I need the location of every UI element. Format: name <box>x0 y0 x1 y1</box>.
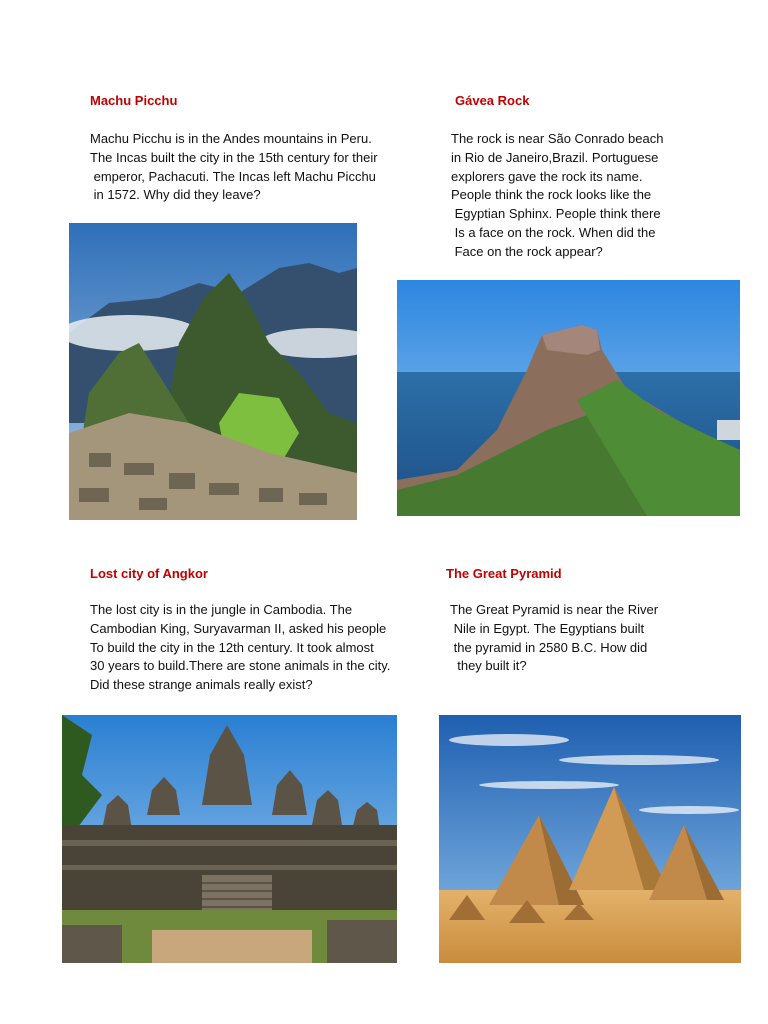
angkor-title: Lost city of Angkor <box>90 566 208 581</box>
text-line: the pyramid in 2580 B.C. How did <box>450 639 648 655</box>
angkor-photo <box>62 715 397 963</box>
text-line: The Incas built the city in the 15th century for their <box>90 149 378 165</box>
text-line: The Great Pyramid is near the River <box>450 602 659 617</box>
machu-picchu-text <box>90 130 378 205</box>
text-line: To build the city in the 12th century. It took almost <box>90 639 374 655</box>
text-line: 30 years to build.There are stone animals in the city. <box>90 658 391 674</box>
text-line: in 1572. Why did they leave? <box>90 187 261 203</box>
text-line: Machu Picchu is in the Andes mountains in Peru. <box>90 131 372 146</box>
text-line: Cambodian King, Suryavarman II, asked his people <box>90 620 387 636</box>
pyramid-text <box>450 601 658 676</box>
text-line: Egyptian Sphinx. People think there <box>451 206 661 222</box>
gavea-rock-photo <box>397 280 740 516</box>
text-line: Is a face on the rock. When did the <box>451 224 656 240</box>
text-line: Face on the rock appear? <box>451 243 603 259</box>
text-line: explorers gave the rock its name. <box>451 168 643 184</box>
gavea-rock-title: Gávea Rock <box>455 93 530 108</box>
text-line: they built it? <box>450 658 527 674</box>
machu-picchu-photo <box>69 223 357 520</box>
text-line: The lost city is in the jungle in Cambodia. The <box>90 602 353 617</box>
text-line: Nile in Egypt. The Egyptians built <box>450 620 645 636</box>
machu-picchu-title: Machu Picchu <box>90 93 178 108</box>
text-line: The rock is near São Conrado beach <box>451 131 664 146</box>
gavea-rock-text <box>451 130 663 262</box>
text-line: People think the rock looks like the <box>451 187 652 203</box>
pyramid-photo <box>439 715 741 963</box>
text-line: in Rio de Janeiro,Brazil. Portuguese <box>451 149 659 165</box>
text-line: emperor, Pachacuti. The Incas left Machu Picchu <box>90 168 376 184</box>
angkor-text <box>90 601 390 695</box>
text-line: Did these strange animals really exist? <box>90 677 313 693</box>
pyramid-title: The Great Pyramid <box>446 566 562 581</box>
